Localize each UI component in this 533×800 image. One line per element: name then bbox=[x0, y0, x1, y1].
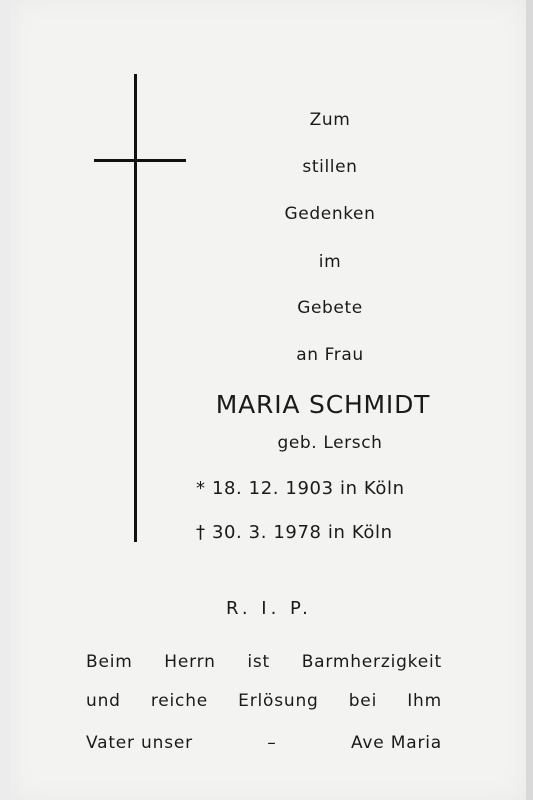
prayer-word: Beim bbox=[86, 652, 133, 672]
birth-date bbox=[196, 478, 405, 499]
prayer-word: Ihm bbox=[407, 691, 442, 711]
prayer-word: Erlösung bbox=[238, 691, 319, 711]
dedication-line-4: im bbox=[318, 252, 342, 272]
dedication-line-1: Zum bbox=[309, 110, 351, 130]
death-cross-icon: † bbox=[196, 522, 206, 543]
death-date bbox=[196, 522, 393, 543]
cross-horizontal-bar bbox=[94, 159, 186, 162]
prayer-word: bei bbox=[348, 691, 378, 711]
prayer-word: ist bbox=[247, 652, 271, 672]
birth-date-text: 18. 12. 1903 in Köln bbox=[211, 478, 405, 499]
deceased-name: MARIA SCHMIDT bbox=[215, 390, 431, 419]
dedication-line-5: Gebete bbox=[297, 298, 363, 318]
prayer-phrase: Vater unser bbox=[86, 733, 193, 753]
card-edge bbox=[0, 0, 10, 800]
dedication-line-6: an Frau bbox=[296, 345, 364, 365]
prayer-line-3 bbox=[86, 733, 442, 753]
birth-star-icon: * bbox=[196, 478, 206, 499]
prayer-line-1 bbox=[86, 652, 442, 672]
dedication-line-3: Gedenken bbox=[284, 204, 376, 224]
rip-text: R. I. P. bbox=[226, 598, 312, 619]
prayer-word: Barmherzigkeit bbox=[301, 652, 442, 672]
prayer-line-2 bbox=[86, 691, 442, 711]
death-date-text: 30. 3. 1978 in Köln bbox=[211, 522, 393, 543]
maiden-name: geb. Lersch bbox=[277, 433, 383, 453]
prayer-phrase: Ave Maria bbox=[351, 733, 442, 753]
prayer-word: Herrn bbox=[164, 652, 216, 672]
prayer-word: und bbox=[86, 691, 121, 711]
prayer-word: reiche bbox=[150, 691, 209, 711]
prayer-dash: – bbox=[267, 733, 277, 753]
memorial-card bbox=[10, 0, 526, 800]
dedication-line-2: stillen bbox=[302, 157, 358, 177]
cross-vertical-bar bbox=[134, 74, 137, 542]
